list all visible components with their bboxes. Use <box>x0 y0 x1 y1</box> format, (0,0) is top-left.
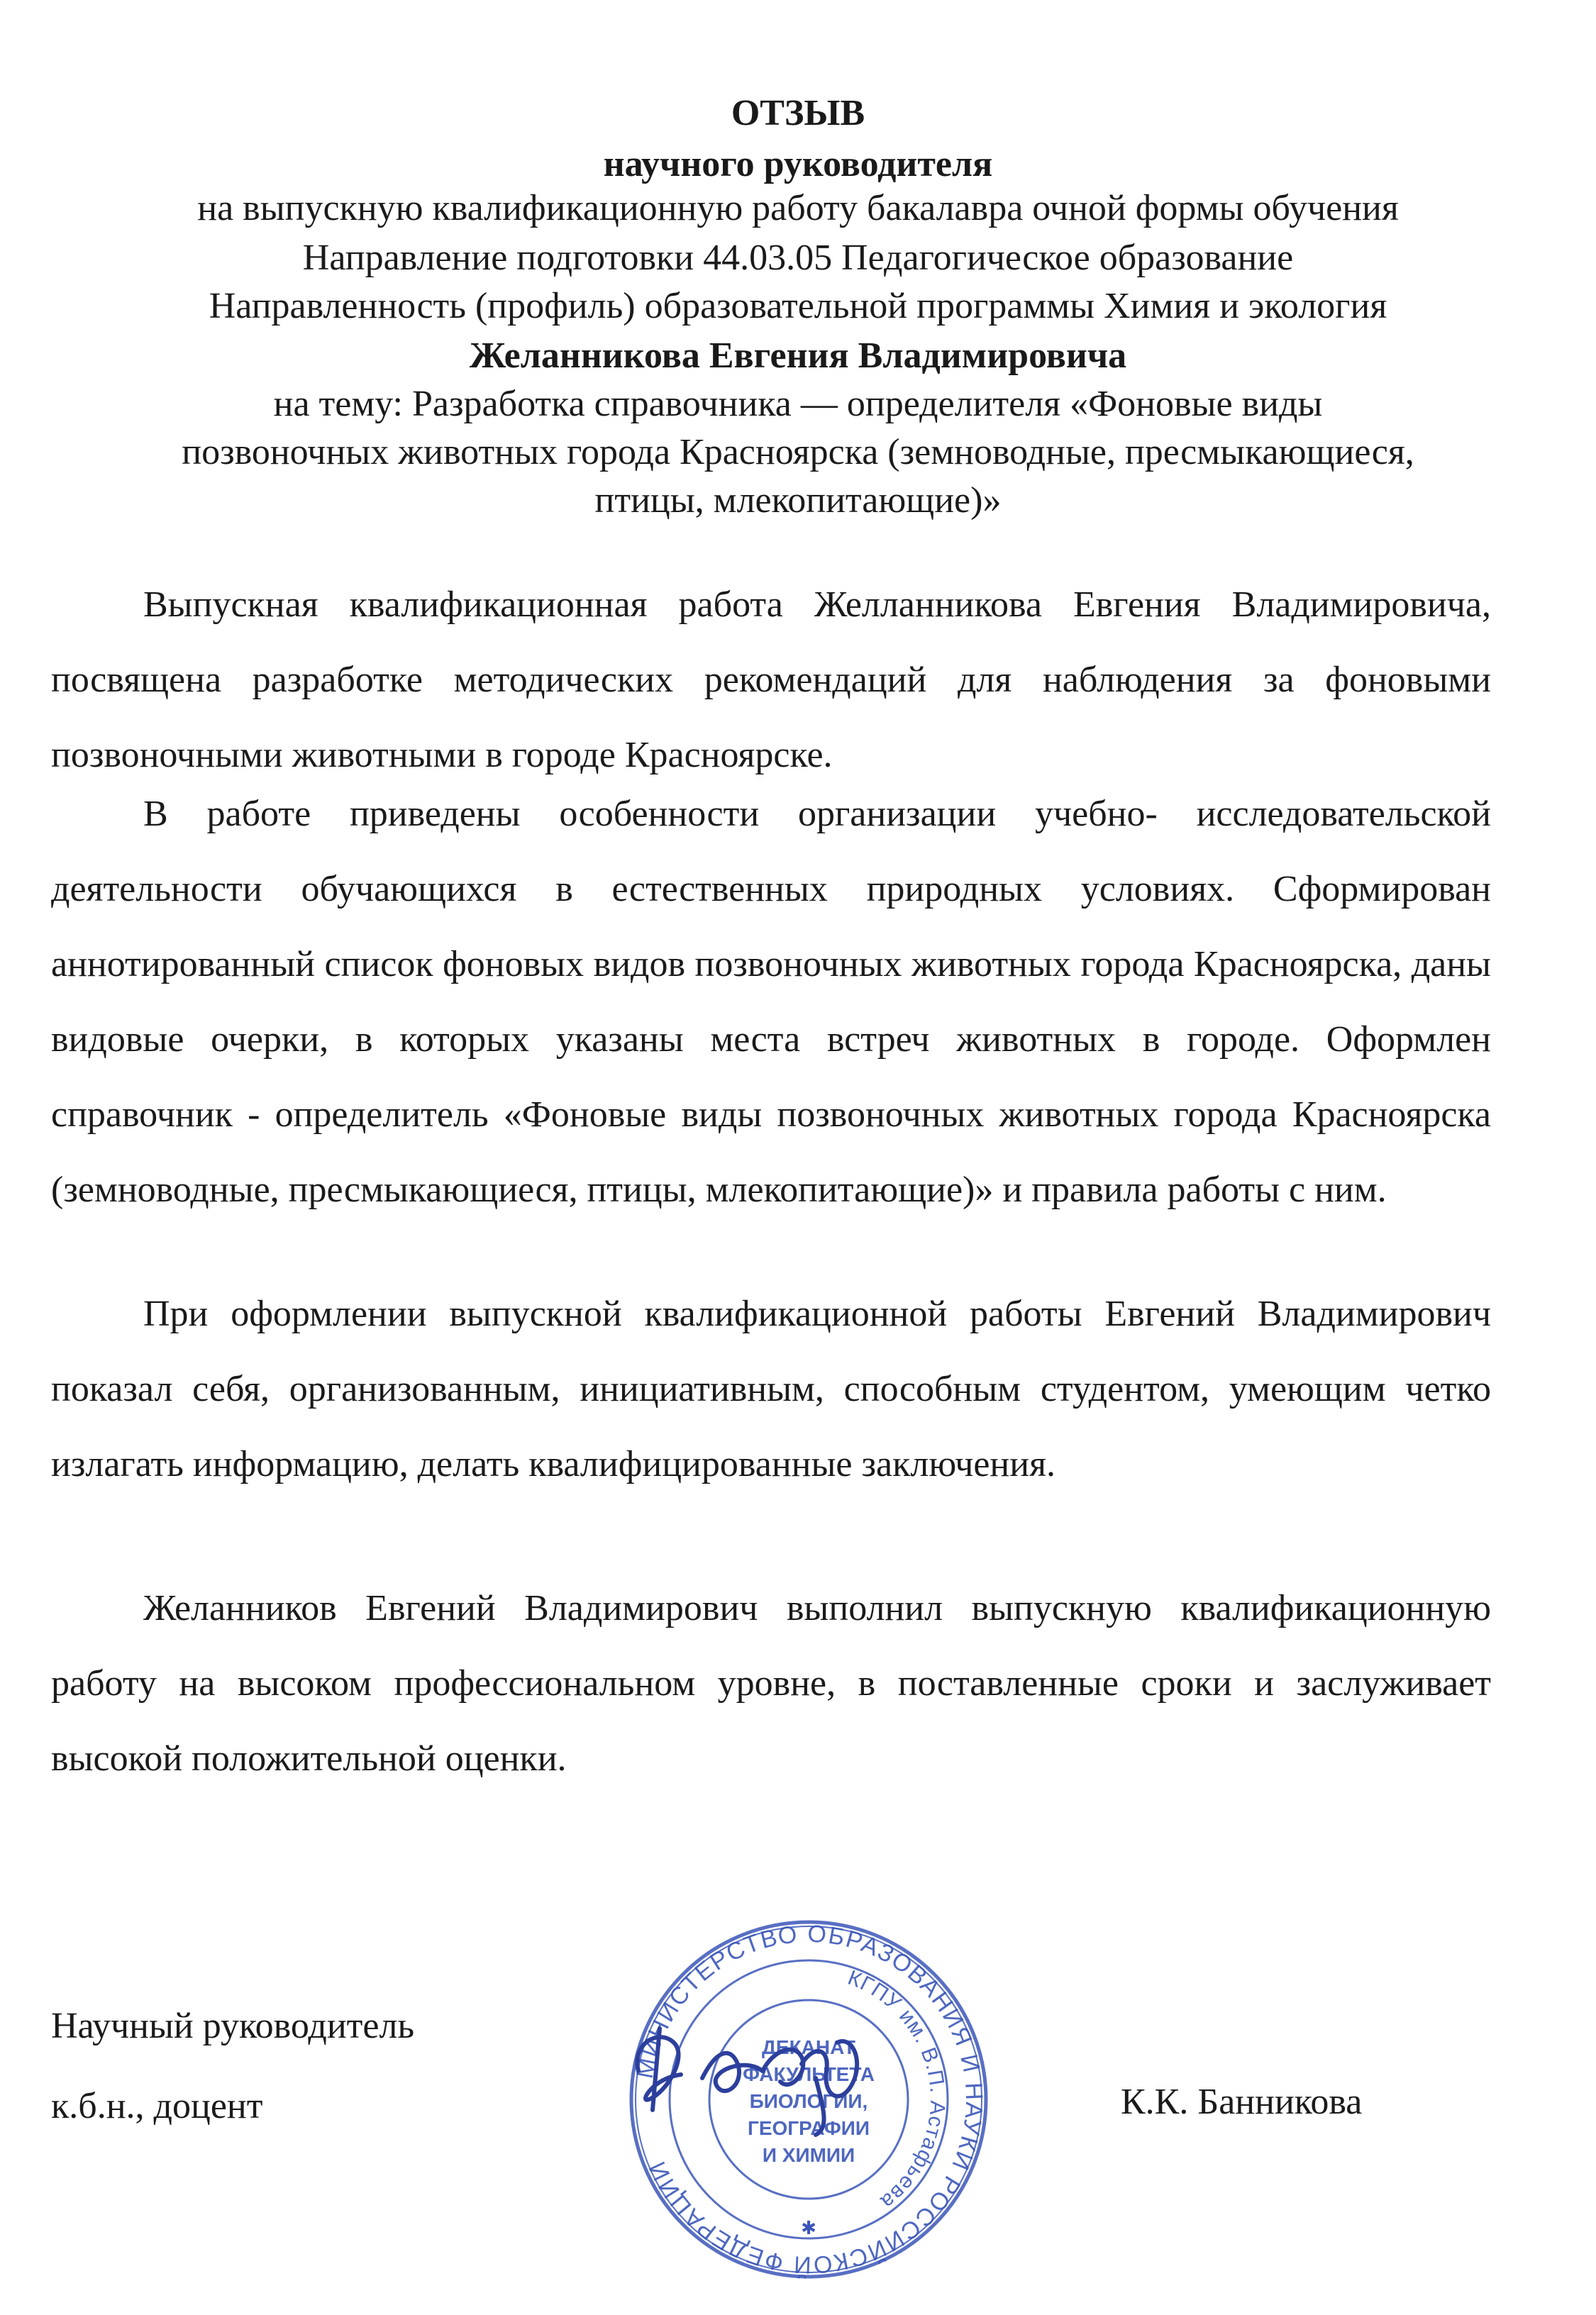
stamp-center-line-1: ДЕКАНАТ <box>761 2036 856 2058</box>
supervisor-degree: к.б.н., доцент <box>51 2086 263 2126</box>
paragraph-4: Желанников Евгений Владимирович выполнил выпускную квалификационную работу на высоком профессиональном уровне, в поставленные сроки и заслуживает высокой положительной оценки. <box>51 1588 1491 1779</box>
paragraph-3: При оформлении выпускной квалификационной работы Евгений Владимирович показал себя, организованным, инициативным, способным студентом, умеющим четко излагать информацию, делать квалифицированные заключения. <box>51 1294 1491 1484</box>
header-line-1: на выпускную квалификационную работу бакалавра очной формы обучения <box>197 188 1399 228</box>
paragraph-2: В работе приведены особенности организации учебно- исследовательской деятельности обучающихся в естественных природных условиях. Сформирован аннотированный список фоновых видов позвоночных животных города Красноярска, даны видовые очерки, в которых указаны места встреч животных в городе. Оформлен справочник - определитель «Фоновые виды позвоночных животных города Красноярска (земноводные, пресмыкающиеся, птицы, млекопитающие)» и правила работы с ним. <box>51 794 1491 1210</box>
stamp-inner-text: КГПУ им. В.П. Астафьева <box>844 1965 950 2214</box>
topic-line-2: позвоночных животных города Красноярска (земноводные, пресмыкающиеся, <box>182 432 1414 472</box>
stamp-center-line-5: И ХИМИИ <box>762 2144 855 2166</box>
doc-subtitle: научного руководителя <box>603 144 993 184</box>
stamp-star-icon: ✱ <box>801 2218 816 2239</box>
stamp-outer-text: МИНИСТЕРСТВО ОБРАЗОВАНИЯ И НАУКИ РОССИЙСКОЙ ФЕДЕРАЦИИ <box>631 1920 988 2279</box>
supervisor-name: К.К. Банникова <box>1121 2082 1363 2122</box>
stamp-center-line-3: БИОЛОГИИ, <box>749 2090 868 2112</box>
doc-title: ОТЗЫВ <box>731 93 865 133</box>
stamp-center-line-2: ФАКУЛЬТЕТА <box>743 2063 875 2085</box>
student-name: Желанникова Евгения Владимировича <box>469 335 1127 376</box>
topic-line-3: птицы, млекопитающие)» <box>594 480 1002 521</box>
supervisor-role: Научный руководитель <box>51 2006 415 2046</box>
paragraph-1: Выпускная квалификационная работа Желланникова Евгения Владимировича, посвящена разработке методических рекомендаций для наблюдения за фоновыми позвоночными животными в городе Красноярске. <box>51 584 1491 775</box>
handwritten-signature <box>610 1986 908 2142</box>
header-line-3: Направленность (профиль) образовательной программы Химия и экология <box>209 286 1387 326</box>
stamp-center-line-4: ГЕОГРАФИИ <box>747 2117 870 2139</box>
header-line-2: Направление подготовки 44.03.05 Педагогическое образование <box>302 238 1294 278</box>
topic-line-1: на тему: Разработка справочника — определителя «Фоновые виды <box>273 384 1323 424</box>
